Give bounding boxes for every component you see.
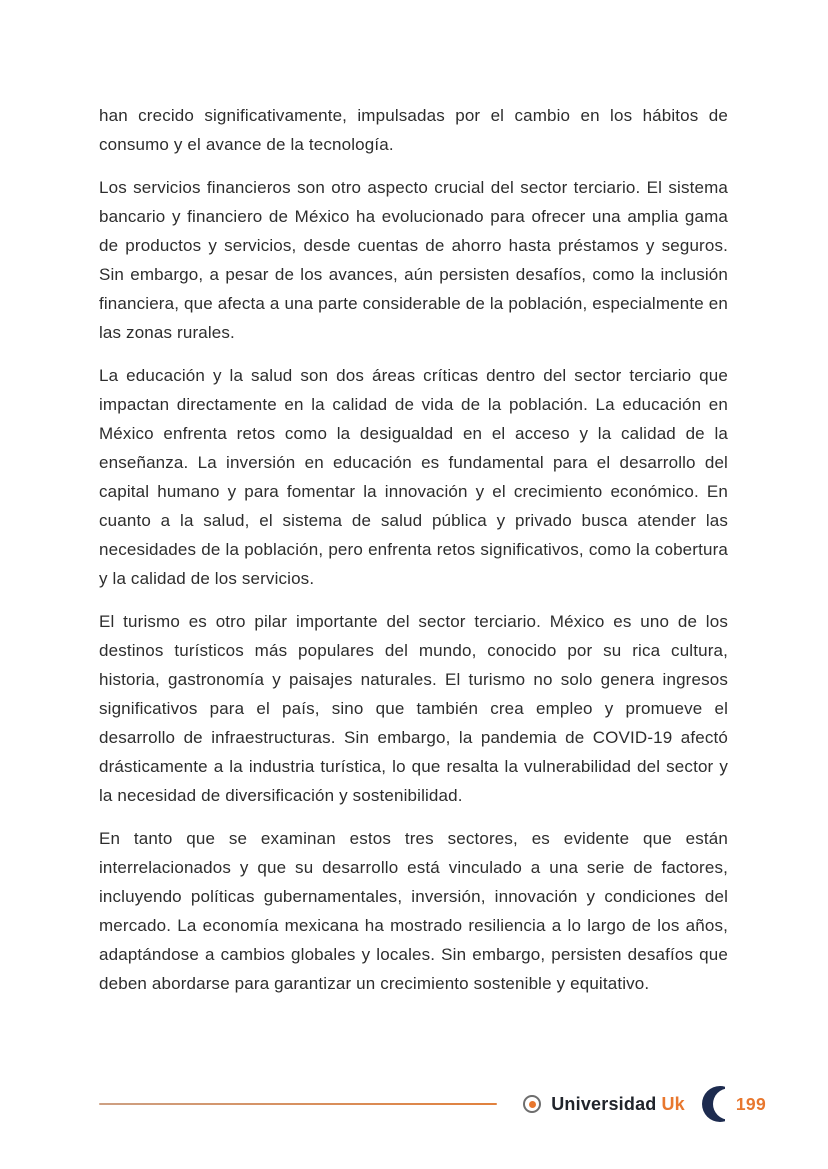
target-icon-dot — [529, 1101, 536, 1108]
brand-suffix-text: Uk — [661, 1093, 685, 1114]
brand-name — [551, 1094, 685, 1115]
paragraph-2: Los servicios financieros son otro aspecto crucial del sector terciario. El sistema bancario y financiero de México ha evolucionado para ofrecer una amplia gama de productos y servicios, desde cuentas de ahorro hasta préstamos y seguros. Sin embargo, a pesar de los avances, aún persisten desafíos, como la inclusión financiera, que afecta a una parte considerable de la población, especialmente en las zonas rurales. — [99, 178, 728, 342]
paragraph-1: han crecido significativamente, impulsadas por el cambio en los hábitos de consumo y el avance de la tecnología. — [99, 106, 728, 154]
crescent-icon — [701, 1085, 725, 1123]
brand-name-text: Universidad — [551, 1093, 657, 1114]
paragraph-3: La educación y la salud son dos áreas críticas dentro del sector terciario que impactan directamente en la calidad de vida de la población. La educación en México enfrenta retos como la desigualdad en el acceso y la calidad de la enseñanza. La inversión en educación es fundamental para el desarrollo del capital humano y para fomentar la innovación y el crecimiento económico. En cuanto a la salud, el sistema de salud pública y privado busca atender las necesidades de la población, pero enfrenta retos significativos, como la cobertura y la calidad de los servicios. — [99, 366, 728, 588]
page-body — [99, 101, 728, 1012]
page-number: 199 — [735, 1093, 766, 1114]
target-icon — [523, 1095, 541, 1113]
paragraph-4: El turismo es otro pilar importante del sector terciario. México es uno de los destinos turísticos más populares del mundo, conocido por su rica cultura, historia, gastronomía y paisajes naturales. El turismo no solo genera ingresos significativos para el país, sino que también crea empleo y promueve el desarrollo de infraestructuras. Sin embargo, la pandemia de COVID-19 afectó drásticamente a la industria turística, lo que resalta la vulnerabilidad del sector y la necesidad de diversificación y sostenibilidad. — [99, 612, 728, 805]
university-logo — [523, 1094, 685, 1115]
paragraph-5: En tanto que se examinan estos tres sectores, es evidente que están interrelacionados y que su desarrollo está vinculado a una serie de factores, incluyendo políticas gubernamentales, inversión, innovación y condiciones del mercado. La economía mexicana ha mostrado resiliencia a lo largo de los años, adaptándose a cambios globales y locales. Sin embargo, persisten desafíos que deben abordarse para garantizar un crecimiento sostenible y equitativo. — [99, 829, 728, 993]
page-footer — [99, 1085, 766, 1123]
footer-divider-line — [99, 1103, 497, 1105]
